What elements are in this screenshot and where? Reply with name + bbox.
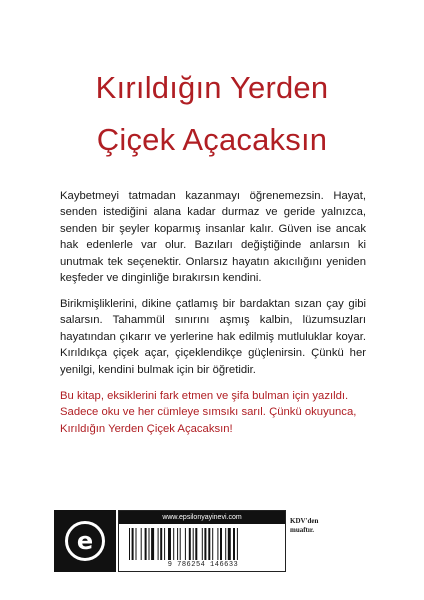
book-title	[0, 62, 424, 166]
kdv-line-2: muaftır.	[290, 526, 315, 534]
logo-letter: e	[76, 527, 94, 555]
blurb-paragraph-2	[60, 296, 366, 378]
back-cover-footer	[54, 507, 364, 577]
publisher-website: www.epsilonyayinevi.com	[119, 511, 285, 524]
paragraph-text: Kaybetmeyi tatmadan kazanmayı öğrenemezsin. Hayat, senden istediğini alana kadar durmaz ve geride yalnızca, senden bir şeyler koparmış insanlar kalır. Güven ise ancak hak edenlerle var olur. Bazıları değiştiğinde anlarsın ki unutmak tek seçenektir. Onlarsız hayatın akıcılığını yeniden keşfeder ve dinginliğe bırakırsın kendini.	[60, 190, 366, 285]
barcode-icon	[129, 528, 277, 560]
barcode-label	[118, 510, 286, 572]
kdv-line-1: KDV'den	[290, 517, 319, 525]
epsilon-logo-icon	[65, 521, 105, 561]
paragraph-text: Bu kitap, eksiklerini fark etmen ve şifa bulman için yazıldı. Sadece oku ve her cümleye sımsıkı sarıl. Çünkü okuyunca, Kırıldığın Yerden Çiçek Açacaksın!	[60, 390, 357, 435]
publisher-logo	[54, 510, 116, 572]
blurb-paragraph-1	[60, 188, 366, 286]
tax-exempt-note	[290, 517, 318, 535]
blurb-highlight-paragraph	[60, 388, 366, 437]
title-line-2: Çiçek Açacaksın	[96, 122, 328, 157]
isbn-number: 9 786254 146633	[167, 561, 239, 569]
paragraph-text: Birikmişliklerini, dikine çatlamış bir bardaktan sızan çay gibi salarsın. Tahammül sınırını aşmış kalbin, lüzumsuzları hayatından çıkarır ve yerlerine hak edilmiş mutluluklar koyar. Kırıldıkça çiçek açar, çiçeklendikçe güçlenirsin. Çünkü her yenilgi, kendini bulmak için bir öğretidir.	[60, 298, 366, 376]
title-line-1: Kırıldığın Yerden	[95, 70, 329, 105]
